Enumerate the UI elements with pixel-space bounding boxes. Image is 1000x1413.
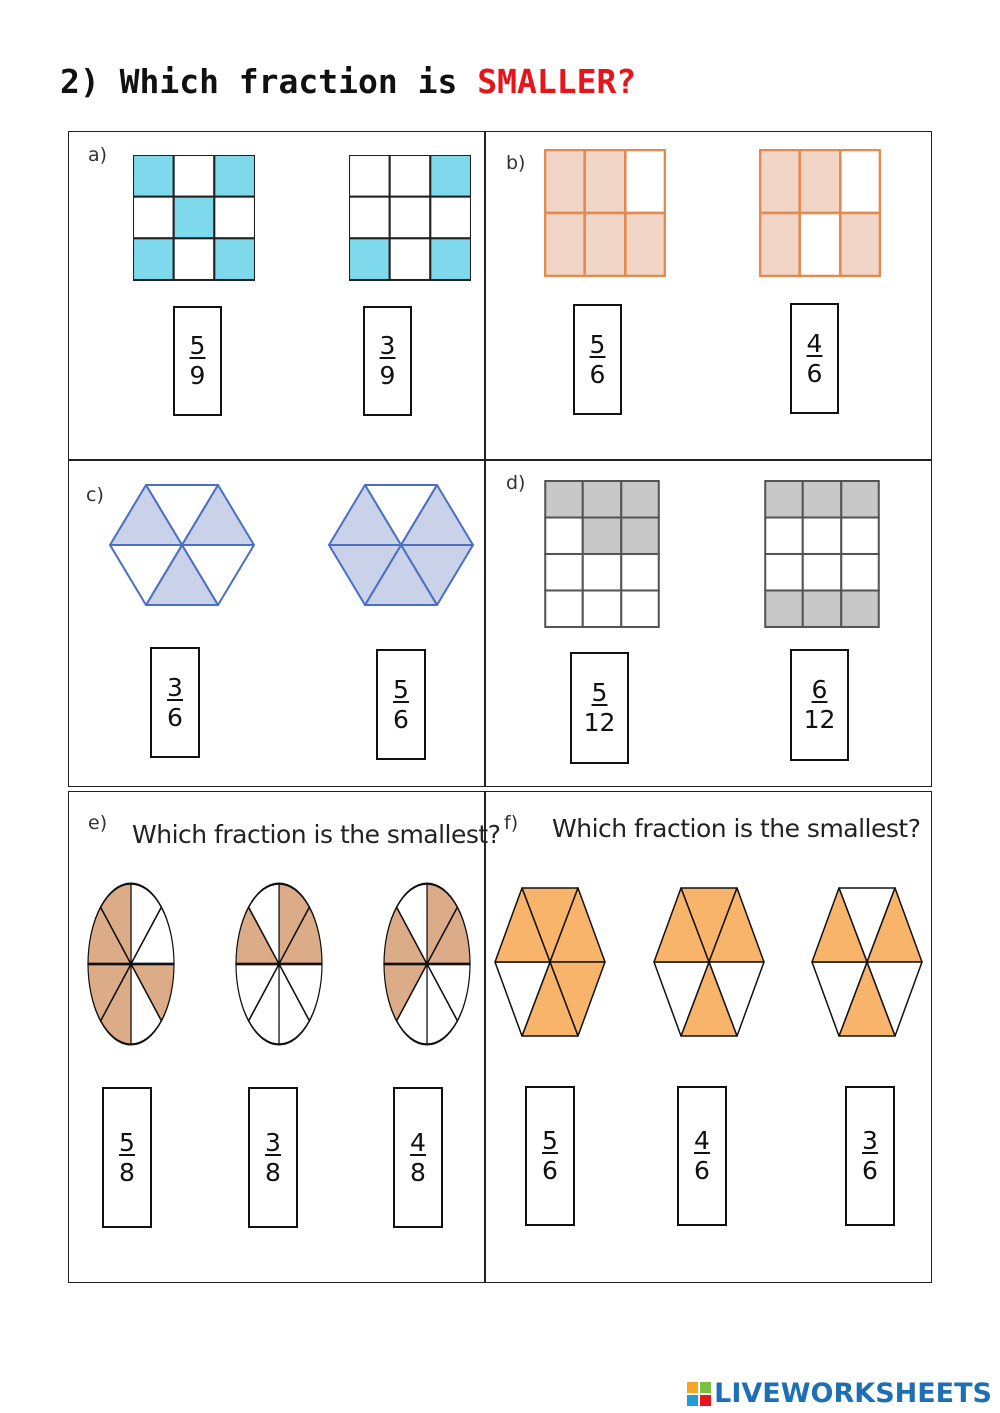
fraction-option-d1[interactable] <box>570 652 629 764</box>
fraction-numerator: 5 <box>589 329 606 359</box>
grid-square-unshaded <box>133 197 174 239</box>
fraction-numerator: 5 <box>393 674 409 704</box>
fraction-option-c1[interactable] <box>150 647 200 758</box>
fraction-denominator: 6 <box>806 358 823 388</box>
grid-square-shaded <box>133 238 174 280</box>
fraction-denominator: 6 <box>589 359 606 389</box>
fraction-option-e3[interactable] <box>393 1087 443 1228</box>
fraction-denominator: 6 <box>167 702 183 732</box>
grid-square-shaded <box>621 481 659 517</box>
grid-part-shaded <box>840 213 880 276</box>
fraction-option-b2[interactable] <box>790 303 839 414</box>
grid-square-unshaded <box>803 554 842 590</box>
grid-square-shaded <box>803 481 842 517</box>
title-prefix: 2) Which fraction is <box>60 62 478 101</box>
grid-square-unshaded <box>349 197 390 239</box>
fraction-denominator: 6 <box>862 1156 878 1185</box>
grid-b2 <box>759 149 881 277</box>
grid-part-shaded <box>625 213 665 276</box>
fraction-denominator: 9 <box>379 361 396 390</box>
grid-part-unshaded <box>800 213 841 276</box>
fraction-denominator: 12 <box>803 705 836 734</box>
hexagon-f1 <box>493 886 607 1038</box>
fraction-option-e1[interactable] <box>102 1087 152 1228</box>
grid-d1 <box>544 480 660 628</box>
title-highlight: SMALLER? <box>477 62 637 101</box>
fraction-numerator: 4 <box>806 328 823 358</box>
grid-square-shaded <box>545 481 583 517</box>
fraction-denominator: 8 <box>265 1157 281 1187</box>
fraction-option-f3[interactable] <box>845 1086 895 1226</box>
fraction-option-c2[interactable] <box>376 649 426 760</box>
question-e: Which fraction is the smallest? <box>132 820 501 849</box>
grid-square-unshaded <box>583 590 622 626</box>
grid-part-shaded <box>760 213 800 276</box>
grid-square-unshaded <box>583 554 622 590</box>
fraction-numerator: 3 <box>379 331 396 360</box>
grid-square-shaded <box>841 481 879 517</box>
grid-square-shaded <box>765 590 803 626</box>
circle-e2 <box>234 880 324 1048</box>
label-c: c) <box>86 484 104 506</box>
fraction-numerator: 4 <box>694 1126 710 1155</box>
fraction-denominator: 8 <box>410 1157 426 1187</box>
fraction-numerator: 5 <box>189 331 206 360</box>
brand-watermark <box>687 1378 992 1409</box>
brand-logo-icon <box>687 1382 711 1406</box>
label-d: d) <box>506 472 526 494</box>
fraction-numerator: 4 <box>410 1127 426 1157</box>
grid-part-unshaded <box>840 150 880 213</box>
grid-square-unshaded <box>174 155 215 197</box>
fraction-denominator: 8 <box>119 1157 135 1187</box>
grid-part-shaded <box>760 150 800 213</box>
fraction-denominator: 6 <box>694 1156 710 1185</box>
grid-square-unshaded <box>214 197 255 239</box>
fraction-option-d2[interactable] <box>790 649 849 761</box>
grid-square-shaded <box>803 590 842 626</box>
grid-square-unshaded <box>390 197 431 239</box>
fraction-option-a1[interactable] <box>173 306 222 416</box>
hexagon-f3 <box>810 886 924 1038</box>
question-f: Which fraction is the smallest? <box>552 814 921 843</box>
grid-square-shaded <box>214 155 255 197</box>
page-title <box>60 62 636 101</box>
fraction-numerator: 5 <box>119 1127 135 1157</box>
grid-square-unshaded <box>621 554 659 590</box>
grid-square-shaded <box>430 155 471 197</box>
grid-part-shaded <box>585 213 626 276</box>
grid-d2 <box>764 480 880 628</box>
circle-e1 <box>86 880 176 1048</box>
grid-part-shaded <box>585 150 626 213</box>
grid-square-unshaded <box>390 238 431 280</box>
grid-square-unshaded <box>841 518 879 554</box>
fraction-option-b1[interactable] <box>573 304 622 415</box>
grid-square-unshaded <box>545 518 583 554</box>
grid-square-shaded <box>621 518 659 554</box>
fraction-option-f1[interactable] <box>525 1086 575 1226</box>
grid-square-unshaded <box>765 518 803 554</box>
label-a: a) <box>88 144 108 166</box>
fraction-denominator: 6 <box>393 704 409 734</box>
label-f: f) <box>504 812 519 834</box>
label-b: b) <box>506 152 526 174</box>
grid-square-unshaded <box>174 238 215 280</box>
fraction-option-e2[interactable] <box>248 1087 298 1228</box>
fraction-numerator: 3 <box>862 1126 878 1155</box>
fraction-denominator: 6 <box>542 1156 558 1185</box>
grid-square-shaded <box>133 155 174 197</box>
fraction-denominator: 9 <box>189 361 206 390</box>
fraction-numerator: 5 <box>591 678 608 707</box>
circle-e3 <box>382 880 472 1048</box>
grid-part-unshaded <box>625 150 665 213</box>
grid-square-unshaded <box>841 554 879 590</box>
grid-square-unshaded <box>621 590 659 626</box>
fraction-numerator: 5 <box>542 1126 558 1155</box>
grid-square-unshaded <box>765 554 803 590</box>
grid-a1 <box>133 155 255 281</box>
fraction-numerator: 3 <box>265 1127 281 1157</box>
grid-square-shaded <box>583 518 622 554</box>
grid-square-unshaded <box>390 155 431 197</box>
hexagon-c1 <box>107 483 257 607</box>
grid-square-shaded <box>583 481 622 517</box>
fraction-option-a2[interactable] <box>363 306 412 416</box>
grid-square-unshaded <box>803 518 842 554</box>
brand-text: LIVEWORKSHEETS <box>714 1378 992 1409</box>
label-e: e) <box>88 812 108 834</box>
grid-square-shaded <box>430 238 471 280</box>
grid-square-unshaded <box>430 197 471 239</box>
grid-part-shaded <box>800 150 841 213</box>
grid-square-shaded <box>765 481 803 517</box>
grid-square-shaded <box>841 590 879 626</box>
grid-part-shaded <box>545 150 585 213</box>
grid-square-unshaded <box>349 155 390 197</box>
grid-square-shaded <box>214 238 255 280</box>
fraction-numerator: 3 <box>167 672 183 702</box>
fraction-option-f2[interactable] <box>677 1086 727 1226</box>
fraction-numerator: 6 <box>811 675 828 704</box>
hexagon-c2 <box>326 483 476 607</box>
grid-square-shaded <box>349 238 390 280</box>
grid-part-shaded <box>545 213 585 276</box>
fraction-denominator: 12 <box>583 708 616 737</box>
grid-a2 <box>349 155 471 281</box>
grid-square-unshaded <box>545 554 583 590</box>
hexagon-f2 <box>652 886 766 1038</box>
grid-b1 <box>544 149 666 277</box>
grid-square-shaded <box>174 197 215 239</box>
grid-square-unshaded <box>545 590 583 626</box>
